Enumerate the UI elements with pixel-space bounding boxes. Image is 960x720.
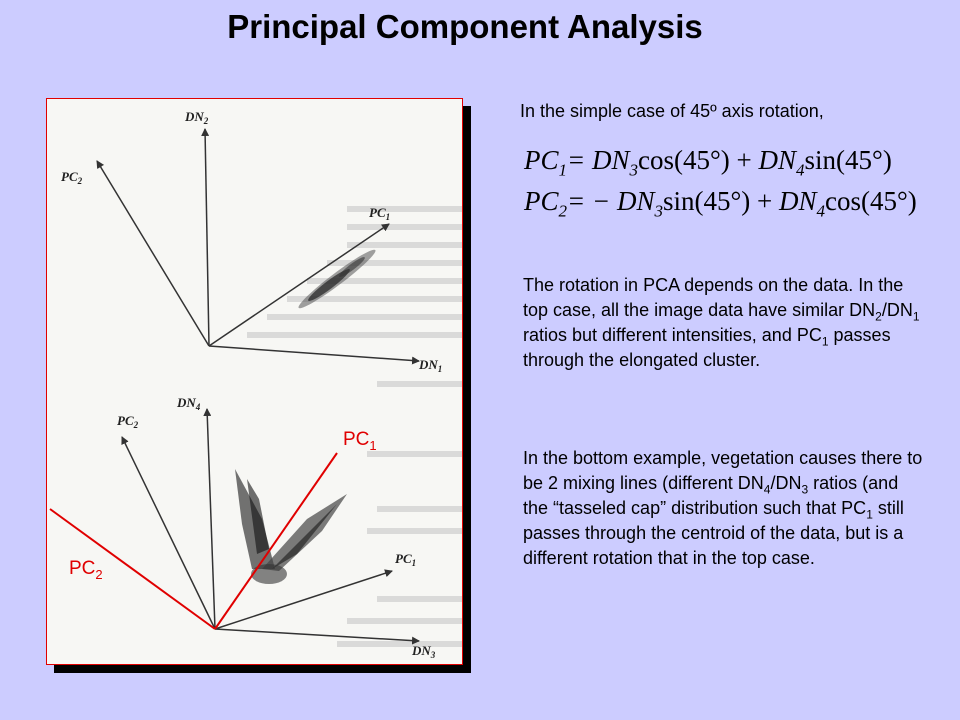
paragraph-rotation: The rotation in PCA depends on the data. In the top case, all the image data have similar $DN_2/DN_1$ ratios but different intensities, and $PC_1$ passes through the elongated cluster. <box>523 275 920 370</box>
overlay-pc2-label: $PC_2$ <box>69 558 103 582</box>
bottom-dn4-axis <box>207 409 215 629</box>
top-pc1-axis <box>209 224 389 346</box>
bottom-dn3-axis <box>215 629 419 641</box>
top-pc2-label: $PC_2$ <box>61 169 83 186</box>
overlay-pc1-label: $PC_1$ <box>343 429 377 453</box>
bottom-dn3-label: $DN_3$ <box>412 643 436 660</box>
bottom-data-cluster <box>235 469 347 584</box>
intro-text: In the simple case of 45º axis rotation, <box>520 101 824 121</box>
scanned-diagram <box>47 99 462 664</box>
top-dn2-axis <box>205 129 209 346</box>
top-dn1-label: $DN_1$ <box>419 357 443 374</box>
equation-pc1: $PC_1= DN_3\cos(45^\circ) + DN_4\sin(45^\circ)$ <box>524 145 892 180</box>
bottom-pc2-label: $PC_2$ <box>117 413 139 430</box>
bottom-dn4-label: $DN_4$ <box>177 395 201 412</box>
top-pc2-axis <box>97 161 209 346</box>
top-dn1-axis <box>209 346 419 361</box>
pca-figure <box>46 98 463 665</box>
paragraph-vegetation: In the bottom example, vegetation causes there to be 2 mixing lines (different $DN_4/DN_3$ ratios (and the “tasseled cap” distribution such that $PC_1$ still passes through the centroid of the data, but is a different rotation that in the top case. <box>523 448 923 568</box>
equation-pc2: $PC_2= - DN_3\sin(45^\circ) + DN_4\cos(45^\circ)$ <box>524 186 917 221</box>
top-pc1-label: $PC_1$ <box>369 205 391 222</box>
figure-panel <box>46 98 463 665</box>
bottom-pc1-label: $PC_1$ <box>395 551 417 568</box>
top-dn2-label: $DN_2$ <box>185 109 209 126</box>
bottom-pc2-axis <box>122 437 215 629</box>
red-pc1-line <box>215 453 337 629</box>
page-title: Principal Component Analysis <box>227 8 703 45</box>
